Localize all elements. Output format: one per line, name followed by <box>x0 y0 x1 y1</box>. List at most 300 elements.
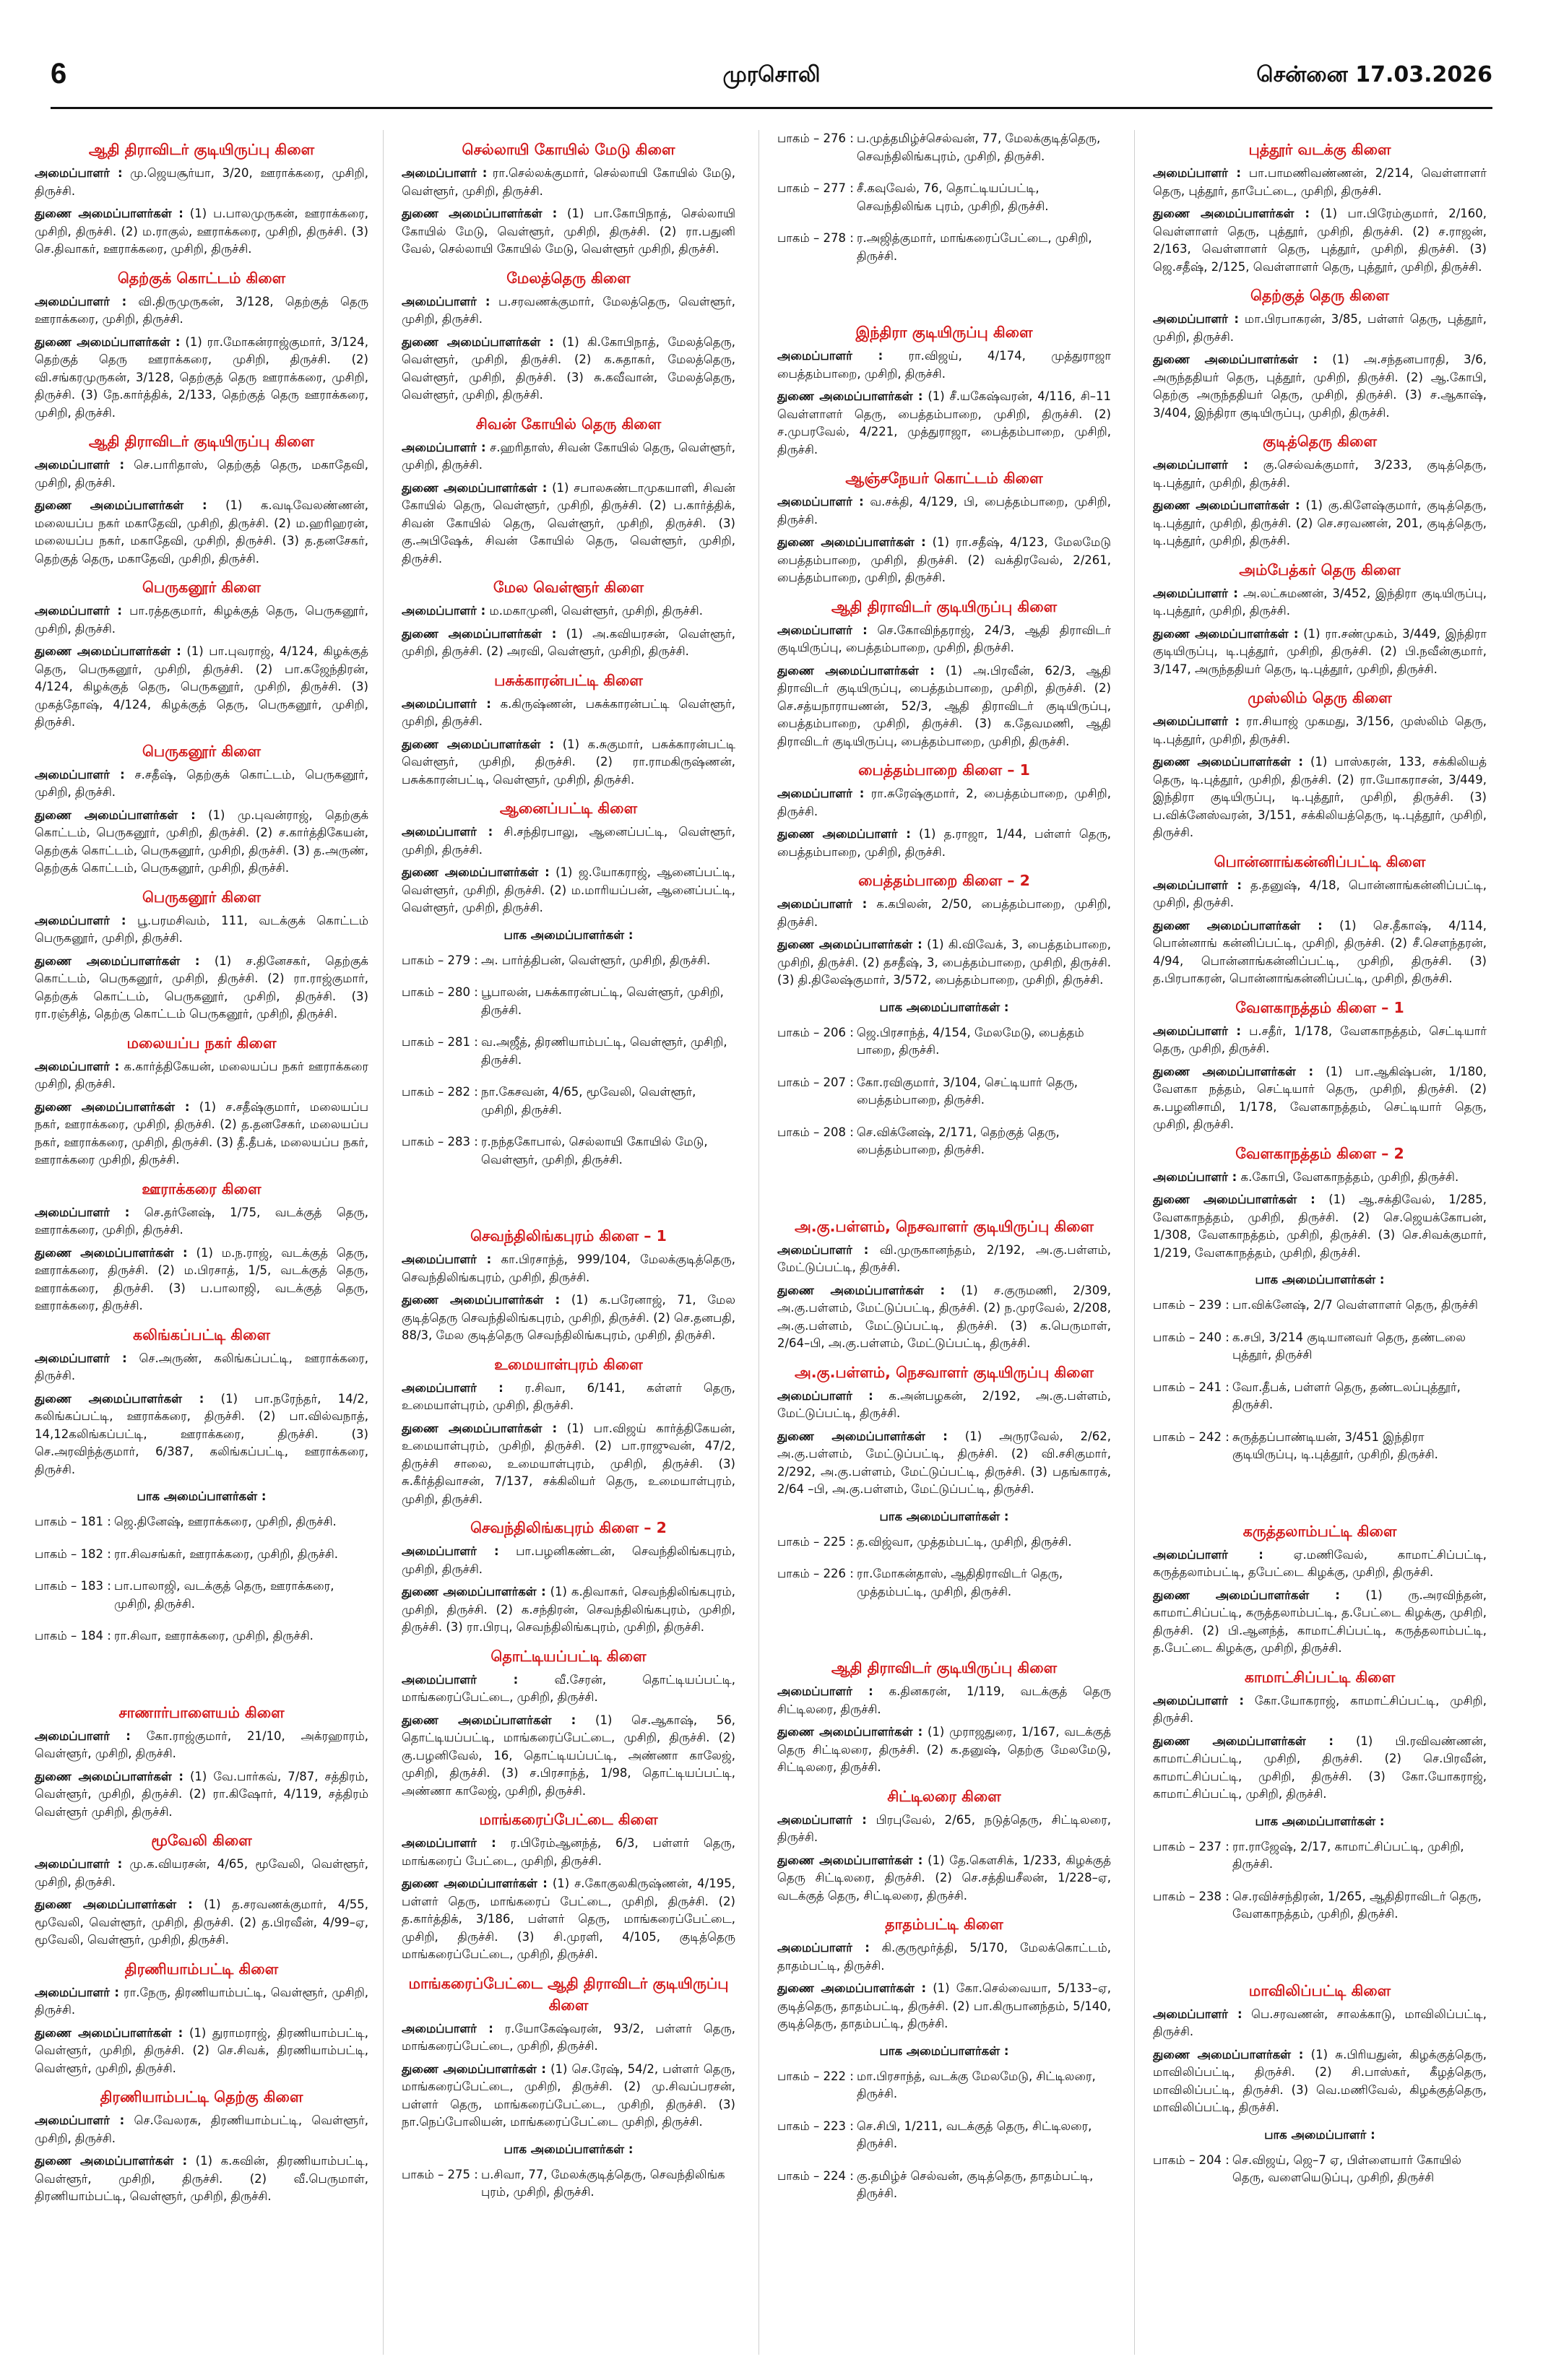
member-entry <box>35 1856 368 1891</box>
branch-heading: சாணார்பாளையம் கிளை <box>118 1703 285 1721</box>
role-label: துணை அமைப்பாளர்கள் : <box>1153 1193 1315 1206</box>
branch-heading: செவந்திலிங்கபுரம் கிளை – 1 <box>470 1227 667 1245</box>
member-details: வீ.சேரன், தொட்டியப்பட்டி, மாங்கரைப்பேட்டை, முசிறி, திருச்சி. <box>402 1672 735 1704</box>
member-entry <box>1153 456 1487 492</box>
role-label: அமைப்பாளர் : <box>35 1985 120 1999</box>
member-details: த.தனுஷ், 4/18, பொன்னாங்கன்னிப்பட்டி, முசிறி, திருச்சி. <box>1153 878 1487 909</box>
booth-number: பாகம் – 226 : <box>777 1567 854 1580</box>
member-entry <box>1153 1023 1487 1058</box>
role-label: அமைப்பாளர் : <box>777 1941 870 1955</box>
booth-entry <box>777 2168 1111 2203</box>
booth-details: த.விஜ்வா, முத்தம்பட்டி, முசிறி, திருச்சி. <box>857 1534 1072 1549</box>
role-label: துணை அமைப்பாளர்கள் : <box>1153 755 1303 769</box>
booth-details: சுருத்தப்பாண்டியன், 3/451 இந்திரா குடியிருப்பு, டி.புத்தூர், முசிறி, திருச்சி. <box>1232 1429 1438 1461</box>
booth-number: பாகம் – 184 : <box>35 1629 111 1643</box>
member-details: அ.லட்சுமணன், 3/452, இந்திரா குடியிருப்பு, டி.புத்தூர், முசிறி, திருச்சி. <box>1153 586 1487 618</box>
role-label: துணை அமைப்பாளர்கள் : <box>777 938 922 951</box>
member-entry <box>35 766 368 802</box>
member-details: (1) ம.ந.ராஜ், வடக்குத் தெரு, ஊராக்கரை, திருச்சி. (2) ம.பிரசாத், 1/5, வடக்குத் தெரு, ஊராக்கரை, திருச்சி. (3) ப.பாலாஜி, வடக்குத் தெரு, ஊராக்கரை, திருச்சி. <box>35 1245 368 1312</box>
booth-number: பாகம் – 280 : <box>402 985 478 999</box>
role-label: துணை அமைப்பாளர்கள் : <box>35 808 196 822</box>
member-entry <box>35 2112 368 2147</box>
member-entry <box>35 293 368 329</box>
role-label: அமைப்பாளர் : <box>1153 1693 1244 1708</box>
member-details: (1) ரா.சண்முகம், 3/449, இந்திரா குடியிருப்பு, டி.புத்தூர், முசிறி, திருச்சி. (2) பி.நவீன்குமார், 3/147, அருந்ததியர் தெரு, டி.புத்தூர், முசிறி, திருச்சி. <box>1153 626 1487 676</box>
role-label: துணை அமைப்பாளர்கள் : <box>402 207 558 220</box>
booth-entry <box>402 952 735 970</box>
member-details: (1) செ.ரேஷ், 54/2, பள்ளர் தெரு, மாங்கரைப்பேட்டை, முசிறி, திருச்சி. (2) மு.சிவப்பரசன், பள்ளர் தெரு, மாங்கரைப்பேட்டை, முசிறி, திருச்சி. (3) நா.நெப்போலியன், மாங்கரைப்பேட்டை முசிறி, திருச்சி. <box>402 2061 735 2129</box>
role-label: துணை அமைப்பாளர்கள் : <box>1153 2047 1304 2061</box>
booth-details: செ.விக்னேஷ், 2/171, தெற்குத் தெரு, பைத்தம்பாறை, திருச்சி. <box>857 1125 1060 1156</box>
member-entry <box>1153 2006 1487 2041</box>
section-gap <box>777 1174 1111 1207</box>
booth-number: பாகம் – 224 : <box>777 2168 854 2183</box>
member-entry <box>35 165 368 200</box>
member-entry <box>777 1242 1111 1277</box>
member-entry <box>402 1291 735 1345</box>
member-entry <box>35 334 368 423</box>
member-details: கோ.ராஜ்குமார், 21/10, அக்ரஹாரம், வெள்ளூர், முசிறி, திருச்சி. <box>35 1728 368 1760</box>
member-details: (1) பா.புவராஜ், 4/124, கிழக்குத் தெரு, பெருகனூர், முசிறி, திருச்சி. (2) பா.கஜேந்திரன், 4/124, கிழக்குத் தெரு, பெருகனூர், முசிறி, திருச்சி. (3) முகத்தோஷ், 4/124, கிழக்குத் தெரு, பெருகனூர், முசிறி, திருச்சி. <box>35 644 368 729</box>
member-entry <box>402 2020 735 2056</box>
member-entry <box>35 953 368 1024</box>
branch-heading: பெருகனூர் கிளை <box>142 888 262 906</box>
member-entry <box>777 1428 1111 1499</box>
section-gap <box>402 1183 735 1216</box>
branch-heading: பசுக்காரன்பட்டி கிளை <box>494 671 643 689</box>
booth-entry <box>35 1546 368 1564</box>
member-details: (1) கி.கோபிநாத், மேலத்தெரு, வெள்ளூர், முசிறி, திருச்சி. (2) க.சுதாகர், மேலத்தெரு, வெள்ளூர், முசிறி, திருச்சி. (3) சு.கவீவான், மேலத்தெரு, வெள்ளூர், முசிறி, திருச்சி. <box>402 334 735 402</box>
sub-heading: பாக அமைப்பாளர்கள் : <box>879 1509 1009 1523</box>
member-details: (1) த.ராஜா, 1/44, பள்ளர் தெரு, பைத்தம்பாறை, முசிறி, திருச்சி. <box>777 827 1111 859</box>
booth-details: மா.பிரசாந்த், வடக்கு மேலமேடு, சிட்டிலரை, திருச்சி. <box>857 2069 1096 2100</box>
member-details: (1) தே.கௌசிக், 1/233, கிழக்குத் தெரு சிட்டிலரை, திருச்சி. (2) செ.சத்தியசீலன், 1/228–ஏ, வடக்குத் தெரு, சிட்டிலரை, திருச்சி. <box>777 1853 1111 1903</box>
member-details: (1) துராமராஜ், திரணியாம்பட்டி, வெள்ளூர், முசிறி, திருச்சி. (2) செ.சிவக், திரணியாம்பட்டி, வெள்ளூர், முசிறி, திருச்சி. <box>35 2025 368 2075</box>
booth-number: பாகம் – 222 : <box>777 2069 854 2083</box>
booth-number: பாகம் – 283 : <box>402 1135 478 1148</box>
booth-number: பாகம் – 225 : <box>777 1534 854 1549</box>
role-label: அமைப்பாளர் : <box>777 897 868 911</box>
member-details: (1) ச.குருமணி, 2/309, அ.கு.பள்ளம், மேட்டுப்பட்டி, திருச்சி. (2) ந.முரவேல், 2/208, அ.கு.பள்ளம், மேட்டுப்பட்டி, திருச்சி. (3) க.பெருமாள், 2/64–பி, அ.கு.பள்ளம், மேட்டுப்பட்டி, திருச்சி. <box>777 1283 1111 1350</box>
member-details: செ.வேலரசு, திரணியாம்பட்டி, வெள்ளூர், முசிறி, திருச்சி. <box>35 2113 368 2145</box>
branch-heading: மூவேலி கிளை <box>151 1832 252 1849</box>
role-label: துணை அமைப்பாளர்கள் : <box>777 663 935 678</box>
role-label: அமைப்பாளர் : <box>35 1059 120 1073</box>
role-label: துணை அமைப்பாளர்கள் : <box>777 1981 927 1995</box>
booth-number: பாகம் – 204 : <box>1153 2152 1229 2167</box>
member-details: பிரபுவேல், 2/65, நடுத்தெரு, சிட்டிலரை, திருச்சி. <box>777 1812 1111 1844</box>
role-label: துணை அமைப்பாளர்கள் : <box>35 644 181 658</box>
member-entry <box>1153 2046 1487 2117</box>
role-label: துணை அமைப்பாளர்கள் : <box>35 1897 193 1911</box>
member-entry <box>402 696 735 731</box>
member-entry <box>777 1980 1111 2033</box>
booth-number: பாகம் – 282 : <box>402 1085 478 1099</box>
booth-entry <box>35 1578 368 1613</box>
member-details: செ.பாரிதாஸ், தெற்குத் தெரு, மகாதேவி, முசிறி, திருச்சி. <box>35 458 368 490</box>
booth-number: பாகம் – 242 : <box>1153 1429 1229 1444</box>
branch-heading: வேளகாநத்தம் கிளை – 2 <box>1235 1144 1404 1162</box>
member-entry <box>1153 877 1487 912</box>
booth-details: பா.விக்னேஷ், 2/7 வெள்ளாளர் தெரு, திருச்சி <box>1232 1298 1478 1312</box>
member-details: கா.பிரசாந்த், 999/104, மேலக்குடித்தெரு, செவந்திலிங்கபுரம், முசிறி, திருச்சி. <box>402 1252 735 1284</box>
member-details: மா.பிரபாகரன், 3/85, பள்ளர் தெரு, புத்தூர், முசிறி, திருச்சி. <box>1153 312 1487 344</box>
sub-heading: பாக அமைப்பாளர்கள் : <box>1255 1273 1385 1286</box>
booth-entry <box>402 1083 735 1119</box>
member-details: (1) அ.சந்தனபாரதி, 3/6, அருந்ததியர் தெரு, புத்தூர், முசிறி, திருச்சி. (2) ஆ.கோபி, தெற்கு அருந்ததியர் தெரு, முசிறி, திருச்சி. (3) ச.ஆகாஷ், 3/404, இந்திரா குடியிருப்பு, முசிறி, திருச்சி. <box>1153 352 1487 420</box>
booth-number: பாகம் – 207 : <box>777 1075 854 1089</box>
booth-entry <box>1153 1838 1487 1874</box>
member-details: செ.கோவிந்தராஜ், 24/3, ஆதி திராவிடர் குடியிருப்பு, பைத்தம்பாறை, முசிறி, திருச்சி. <box>777 623 1111 654</box>
member-details: (1) முராஜதுரை, 1/167, வடக்குத் தெரு சிட்டிலரை, திருச்சி. (2) க.தனுஷ், தெற்கு மேலமேடு, சிட்டிலரை, திருச்சி. <box>777 1725 1111 1774</box>
booth-entry <box>1153 1297 1487 1315</box>
member-details: கு.செல்வக்குமார், 3/233, குடித்தெரு, டி.புத்தூர், முசிறி, திருச்சி. <box>1153 458 1487 490</box>
role-label: அமைப்பாளர் : <box>777 1812 867 1827</box>
member-entry <box>1153 497 1487 550</box>
member-entry <box>777 1852 1111 1905</box>
member-details: (1) க.சுகுமார், பசுக்காரன்பட்டி வெள்ளூர், முசிறி, திருச்சி. (2) ரா.ராமகிருஷ்ணன், பசுக்காரன்பட்டி, வெள்ளூர், முசிறி, திருச்சி. <box>402 737 735 787</box>
member-entry <box>777 1939 1111 1975</box>
member-details: மு.க.வியரசன், 4/65, மூவேலி, வெள்ளூர், முசிறி, திருச்சி. <box>35 1857 368 1889</box>
member-details: (1) பா.நரேந்தர், 14/2, கலிங்கப்பட்டி, ஊராக்கரை, திருச்சி. (2) பா.வில்வநாத், 14,12கலிங்கப்பட்டி, ஊராக்கரை, திருச்சி. (3) செ.அரவிந்த்குமார், 6/387, கலிங்கப்பட்டி, ஊராக்கரை, திருச்சி. <box>35 1391 368 1476</box>
branch-heading: மேல வெள்ளூர் கிளை <box>493 579 644 596</box>
booth-number: பாகம் – 238 : <box>1153 1889 1229 1903</box>
sub-heading: பாக அமைப்பாளர்கள் : <box>137 1489 267 1503</box>
member-entry <box>402 1712 735 1801</box>
booth-entry <box>402 1133 735 1169</box>
section-gap <box>777 280 1111 313</box>
branch-heading: தெற்குத் தெரு கிளை <box>1250 287 1389 304</box>
booth-number: பாகம் – 183 : <box>35 1579 111 1593</box>
member-entry <box>777 493 1111 529</box>
member-entry <box>35 1245 368 1315</box>
member-entry <box>402 2061 735 2132</box>
branch-heading: மாவிலிப்பட்டி கிளை <box>1248 1981 1391 1999</box>
member-entry <box>777 1812 1111 1847</box>
role-label: அமைப்பாளர் : <box>1153 1169 1237 1184</box>
member-entry <box>402 439 735 475</box>
branch-heading: பொன்னாங்கன்னிப்பட்டி கிளை <box>1214 852 1426 870</box>
role-label: துணை அமைப்பாளர்கள் : <box>35 207 183 220</box>
member-details: (1) சபாலசுண்டாமுகயாளி, சிவன் கோயில் தெரு, வெள்ளூர், முசிறி, திருச்சி. (2) ப.கார்த்திக், சிவன் கோயில் தெரு, வெள்ளூர், முசிறி, திருச்சி. (3) கு.அபிஷேக், சிவன் கோயில் தெரு, வெள்ளூர், முசிறி, திருச்சி. <box>402 480 735 566</box>
member-details: (1) செ.தீகாஷ், 4/114, பொன்னாங் கன்னிப்பட்டி, முசிறி, திருச்சி. (2) சீ.சௌந்தரன், 4/94, பொன்னாங்கன்னிப்பட்டி, முசிறி, திருச்சி. (3) த.பிரபாகரன், பொன்னாங்கன்னிப்பட்டி, முசிறி, திருச்சி. <box>1153 918 1487 985</box>
member-details: ரா.நேரு, திரணியாம்பட்டி, வெள்ளூர், முசிறி, திருச்சி. <box>35 1985 368 2017</box>
booth-number: பாகம் – 237 : <box>1153 1839 1229 1853</box>
member-entry <box>402 1380 735 1415</box>
member-details: க.கபிலன், 2/50, பைத்தம்பாறை, முசிறி, திருச்சி. <box>777 897 1111 929</box>
member-entry <box>402 480 735 568</box>
member-entry <box>402 626 735 661</box>
role-label: அமைப்பாளர் : <box>35 1857 123 1871</box>
member-details: க.தினகரன், 1/119, வடக்குத் தெரு சிட்டிலரை, திருச்சி. <box>777 1684 1111 1716</box>
member-entry <box>1153 1692 1487 1728</box>
sub-heading: பாக அமைப்பாளர்கள் : <box>879 2043 1009 2058</box>
role-label: அமைப்பாளர் : <box>777 1242 869 1257</box>
member-entry <box>1153 753 1487 842</box>
branch-heading: செவந்திலிங்கபுரம் கிளை – 2 <box>470 1519 667 1536</box>
role-label: அமைப்பாளர் : <box>777 787 865 800</box>
booth-entry <box>777 2068 1111 2103</box>
member-details: (1) ச.சதீஷ்குமார், மலையப்ப நகர், ஊராக்கரை, முசிறி, திருச்சி. (2) த.தனசேகர், மலையப்ப நகர், ஊராக்கரை, முசிறி, திருச்சி. (3) தீ.தீபக், மலையப்ப நகர், ஊராக்கரை முசிறி, திருச்சி. <box>35 1099 368 1167</box>
column-3 <box>777 130 1111 2355</box>
member-details: (1) அ.பிரவீன், 62/3, ஆதி திராவிடர் குடியிருப்பு, பைத்தம்பாறை, முசிறி, திருச்சி. (2) செ.சத்யநாராயணன், 52/3, ஆதி திராவிடர் குடியிருப்பு, பைத்தம்பாறை, முசிறி, திருச்சி. (3) க.தேவமணி, ஆதி திராவிடர் குடியிருப்பு, பைத்தம்பாறை, முசிறி, திருச்சி. <box>777 663 1111 748</box>
role-label: துணை அமைப்பாளர்கள் : <box>35 1391 204 1406</box>
member-details: (1) ச.கோகுலகிருஷ்ணன், 4/195, பள்ளர் தெரு, மாங்கரைப் பேட்டை, முசிறி, திருச்சி. (2) த.கார்த்திக், 3/186, பள்ளர் தெரு, மாங்கரைப்பேட்டை, முசிறி, திருச்சி. (3) சி.முரளி, 4/105, குடித்தெரு மாங்கரைப்பேட்டை, முசிறி, திருச்சி. <box>402 1877 735 1961</box>
role-label: துணை அமைப்பாளர்கள் : <box>1153 1588 1340 1602</box>
branch-heading: காமாட்சிப்பட்டி கிளை <box>1244 1668 1396 1686</box>
role-label: அமைப்பாளர் : <box>402 440 486 454</box>
booth-details: செ.ரவிச்சந்திரன், 1/265, ஆதிதிராவிடர் தெரு, வேளகாநத்தம், முசிறி, திருச்சி. <box>1232 1889 1482 1921</box>
branch-heading: கலிங்கப்பட்டி கிளை <box>132 1325 271 1343</box>
member-entry <box>777 622 1111 657</box>
member-entry <box>1153 917 1487 988</box>
member-details: சி.சந்திரபாலு, ஆனைப்பட்டி, வெள்ளூர், முசிறி, திருச்சி. <box>402 825 735 857</box>
member-details: (1) ச.தினேசகர், தெற்குக் கொட்டம், பெருகனூர், முசிறி, திருச்சி. (2) ரா.ராஜ்குமார், தெற்குக் கொட்டம், பெருகனூர், முசிறி, திருச்சி. (3) ரா.ரஞ்சித், தெற்கு கொட்டம் பெருகனூர், முசிறி, திருச்சி. <box>35 953 368 1021</box>
member-details: வி.முருகானந்தம், 2/192, அ.கு.பள்ளம், மேட்டுப்பட்டி, திருச்சி. <box>777 1242 1111 1274</box>
member-details: (1) க.திவாகர், செவந்திலிங்கபுரம், முசிறி, திருச்சி. (2) க.சந்திரன், செவந்திலிங்கபுரம், முசிறி, திருச்சி. (3) ரா.பிரபு, செவந்திலிங்கபுரம், முசிறி, திருச்சி. <box>402 1585 735 1634</box>
branch-heading: பெருகனூர் கிளை <box>142 579 262 596</box>
member-entry <box>35 456 368 492</box>
member-entry <box>402 1543 735 1578</box>
member-entry <box>35 912 368 948</box>
column-divider <box>1134 130 1135 2355</box>
branch-heading: உமையாள்புரம் கிளை <box>494 1355 643 1373</box>
role-label: அமைப்பாளர் : <box>1153 878 1242 892</box>
role-label: துணை அமைப்பாளர்கள் : <box>35 334 181 349</box>
branch-heading: அம்பேத்கர் தெரு கிளை <box>1239 561 1401 579</box>
member-entry <box>402 1671 735 1707</box>
booth-entry <box>402 1034 735 1069</box>
role-label: துணை அமைப்பாளர்கள் : <box>402 1585 546 1598</box>
booth-details: ர.நந்தகோபால், செல்லாயி கோயில் மேடு, வெள்ளூர், முசிறி, திருச்சி. <box>481 1135 708 1167</box>
role-label: அமைப்பாளர் : <box>1153 2007 1242 2021</box>
role-label: துணை அமைப்பாளர்கள் : <box>35 2154 188 2168</box>
member-details: பெ.சரவணன், சாலக்காடு, மாவிலிப்பட்டி, திருச்சி. <box>1153 2007 1487 2038</box>
sub-heading: பாக அமைப்பாளர்கள் : <box>1255 1814 1385 1828</box>
member-details: கோ.யோகராஜ், காமாட்சிப்பட்டி, முசிறி, திருச்சி. <box>1153 1693 1487 1725</box>
member-entry <box>1153 626 1487 679</box>
booth-entry <box>1153 1329 1487 1364</box>
member-details: ரா.விஜய், 4/174, முத்துராஜா பைத்தம்பாறை, முசிறி, திருச்சி. <box>777 349 1111 381</box>
member-entry <box>402 823 735 859</box>
branch-heading: தாதம்பட்டி கிளை <box>885 1916 1003 1933</box>
member-entry <box>1153 311 1487 346</box>
branch-heading: ஆஞ்சநேயர் கொட்டம் கிளை <box>845 469 1043 487</box>
member-entry <box>1153 1587 1487 1658</box>
section-gap <box>35 1660 368 1693</box>
role-label: துணை அமைப்பாளர்கள் : <box>35 2025 183 2040</box>
booth-details: சீ.கவுவேல், 76, தொட்டியப்பட்டி, செவந்திலிங்க புரம், முசிறி, திருச்சி. <box>857 181 1049 213</box>
role-label: அமைப்பாளர் : <box>402 1380 503 1395</box>
branch-heading: மாங்கரைப்பேட்டை கிளை <box>479 1811 658 1828</box>
booth-entry <box>777 1024 1111 1060</box>
member-entry <box>402 334 735 404</box>
member-entry <box>402 1835 735 1870</box>
member-entry <box>402 1420 735 1509</box>
member-entry <box>1153 1191 1487 1262</box>
member-entry <box>402 736 735 789</box>
member-details: (1) ரு.அரவிந்தன், காமாட்சிப்பட்டி, கருத்தலாம்பட்டி, த.பேட்டை கிழக்கு, முசிறி, திருச்சி. (2) பி.ஆனந்த், காமாட்சிப்பட்டி, கருத்தலாம்பட்டி, த.பேட்டை கிழக்கு, முசிறி, திருச்சி. <box>1153 1588 1487 1655</box>
member-details: பா.பழனிகண்டன், செவந்திலிங்கபுரம், முசிறி, திருச்சி. <box>402 1544 735 1576</box>
member-entry <box>777 785 1111 821</box>
member-details: பூ.பரமசிவம், 111, வடக்குக் கொட்டம் பெருகனூர், முசிறி, திருச்சி. <box>35 913 368 945</box>
booth-entry <box>1153 1888 1487 1924</box>
masthead <box>51 58 1492 101</box>
member-entry <box>35 1350 368 1385</box>
booth-number: பாகம் – 276 : <box>777 131 854 145</box>
role-label: துணை அமைப்பாளர்கள் : <box>402 1421 558 1435</box>
member-details: கி.குருமூர்த்தி, 5/170, மேலக்கொட்டம், தாதம்பட்டி, திருச்சி. <box>777 1941 1111 1973</box>
booth-details: ரா.சிவா, ஊராக்கரை, முசிறி, திருச்சி. <box>114 1629 314 1643</box>
branch-heading: இந்திரா குடியிருப்பு கிளை <box>855 324 1033 341</box>
role-label: துணை அமைப்பாளர்கள் : <box>402 2061 547 2076</box>
role-label: அமைப்பாளர் : <box>777 1684 873 1698</box>
booth-number: பாகம் – 281 : <box>402 1035 478 1049</box>
booth-number: பாகம் – 206 : <box>777 1025 854 1039</box>
member-entry <box>1153 205 1487 276</box>
role-label: துணை அமைப்பாளர்கள் : <box>402 626 557 641</box>
role-label: அமைப்பாளர் : <box>777 1388 873 1403</box>
member-entry <box>402 205 735 259</box>
member-entry <box>1153 1063 1487 1134</box>
role-label: துணை அமைப்பாளர்கள் : <box>35 953 200 968</box>
member-entry <box>402 165 735 200</box>
role-label: துணை அமைப்பாளர் : <box>777 827 911 841</box>
booth-entry <box>1153 1379 1487 1414</box>
member-details: ரா.சுரேஷ்குமார், 2, பைத்தம்பாறை, முசிறி, திருச்சி. <box>777 787 1111 818</box>
branch-heading: முஸ்லிம் தெரு கிளை <box>1248 689 1392 706</box>
role-label: அமைப்பாளர் : <box>1153 1024 1242 1038</box>
role-label: அமைப்பாளர் : <box>402 294 490 308</box>
booth-number: பாகம் – 181 : <box>35 1515 111 1528</box>
member-details: க.அன்பழகன், 2/192, அ.கு.பள்ளம், மேட்டுப்பட்டி, திருச்சி. <box>777 1388 1111 1420</box>
role-label: துணை அமைப்பாளர்கள் : <box>777 1725 923 1739</box>
booth-details: செ.சிபி, 1/211, வடக்குத் தெரு, சிட்டிலரை, திருச்சி. <box>857 2119 1092 2150</box>
role-label: அமைப்பாளர் : <box>1153 312 1239 326</box>
member-entry <box>1153 1733 1487 1804</box>
role-label: அமைப்பாளர் : <box>35 913 126 927</box>
branch-heading: ஆதி திராவிடர் குடியிருப்பு கிளை <box>831 597 1058 615</box>
member-entry <box>777 936 1111 990</box>
role-label: அமைப்பாளர் : <box>35 604 123 618</box>
member-entry <box>777 1388 1111 1423</box>
member-entry <box>35 205 368 259</box>
branch-heading: சிவன் கோயில் தெரு கிளை <box>475 415 662 433</box>
member-entry <box>35 2152 368 2206</box>
role-label: அமைப்பாளர் : <box>402 825 493 839</box>
role-label: துணை அமைப்பாளர்கள் : <box>777 1429 948 1443</box>
role-label: துணை அமைப்பாளர்கள் : <box>1153 207 1310 220</box>
role-label: துணை அமைப்பாளர்கள் : <box>1153 352 1318 366</box>
booth-entry <box>35 1627 368 1645</box>
member-details: ர.யோகேஷ்வரன், 93/2, பள்ளர் தெரு, மாங்கரைப்பேட்டை, முசிறி, திருச்சி. <box>402 2021 735 2053</box>
role-label: அமைப்பாளர் : <box>1153 714 1240 728</box>
member-details: க.கோபி, வேளகாநத்தம், முசிறி, திருச்சி. <box>1240 1169 1459 1184</box>
role-label: துணை அமைப்பாளர்கள் : <box>402 865 550 879</box>
column-2 <box>402 130 735 2355</box>
member-entry <box>35 1058 368 1094</box>
member-entry <box>35 643 368 732</box>
member-entry <box>1153 1546 1487 1582</box>
member-entry <box>777 388 1111 459</box>
role-label: துணை அமைப்பாளர்கள் : <box>35 498 207 512</box>
booth-details: கு.தமிழ்ச் செல்வன், குடித்தெரு, தாதம்பட்டி, திருச்சி. <box>857 2168 1094 2200</box>
role-label: அமைப்பாளர் : <box>402 1252 492 1266</box>
booth-details: வோ.தீபக், பள்ளர் தெரு, தண்டலப்புத்தூர், திருச்சி. <box>1232 1380 1461 1411</box>
member-entry <box>35 1896 368 1950</box>
booth-details: அ. பார்த்திபன், வெள்ளூர், முசிறி, திருச்சி. <box>481 953 711 967</box>
branch-heading: மலையப்ப நகர் கிளை <box>126 1034 277 1052</box>
role-label: அமைப்பாளர் : <box>777 623 868 637</box>
member-details: (1) அருரவேல், 2/62, அ.கு.பள்ளம், மேட்டுப்பட்டி, திருச்சி. (2) வி.சசிகுமார், 2/292, அ.கு.பள்ளம், மேட்டுப்பட்டி, திருச்சி. (3) பதங்காரக், 2/64 –பி, அ.கு.பள்ளம், மேட்டுப்பட்டி, திருச்சி. <box>777 1429 1111 1496</box>
member-entry <box>35 2025 368 2078</box>
role-label: அமைப்பாளர் : <box>402 1836 496 1850</box>
newspaper-name: முரசொலி <box>722 62 821 87</box>
member-entry <box>777 1683 1111 1718</box>
booth-entry <box>777 1533 1111 1552</box>
booth-details: பூபாலன், பசுக்காரன்பட்டி, வெள்ளூர், முசிறி, திருச்சி. <box>481 985 724 1017</box>
role-label: துணை அமைப்பாளர்கள் : <box>35 1245 188 1260</box>
role-label: அமைப்பாளர் : <box>1153 586 1238 600</box>
role-label: அமைப்பாளர் : <box>402 604 486 618</box>
member-entry <box>1153 585 1487 620</box>
branch-heading: மேலத்தெரு கிளை <box>506 269 631 287</box>
column-1 <box>35 130 368 2355</box>
member-details: (1) பா.விஜய் கார்த்திகேயன், உமையாள்புரம், முசிறி, திருச்சி. (2) பா.ராஜுவன், 47/2, திருச்சி சாலை, உமையாள்புரம், முசிறி, திருச்சி. (3) சு.கீர்த்திவாசன், 7/137, சக்கிலியர் தெரு, உமையாள்புரம், முசிறி, திருச்சி. <box>402 1421 735 1506</box>
column-divider <box>383 130 384 2355</box>
page-number: 6 <box>51 58 67 90</box>
member-entry <box>777 896 1111 931</box>
member-entry <box>1153 165 1487 200</box>
member-details: (1) சு.பிரியதுன், கிழக்குத்தெரு, மாவிலிப்பட்டி, திருச்சி. (2) சி.பாஸ்கர், கீழத்தெரு, மாவிலிப்பட்டி, திருச்சி. (3) வெ.மணிவேல், கிழக்குத்தெரு, மாவிலிப்பட்டி, திருச்சி. <box>1153 2047 1487 2114</box>
member-entry <box>1153 1169 1487 1187</box>
member-details: க.கார்த்திகேயன், மலையப்ப நகர் ஊராக்கரை முசிறி, திருச்சி. <box>35 1059 368 1091</box>
member-entry <box>35 497 368 568</box>
member-entry <box>35 1099 368 1169</box>
role-label: துணை அமைப்பாளர்கள் : <box>1153 1734 1334 1748</box>
member-details: (1) ரா.மோகன்ராஜ்குமார், 3/124, தெற்குத் தெரு ஊராக்கரை, முசிறி, திருச்சி. (2) வி.சங்கரமுருகன், 3/128, தெற்குத் தெரு ஊராக்கரை, முசிறி, திருச்சி. (3) நே.கார்த்திக், 2/133, தெற்குத் தெரு ஊராக்கரை, முசிறி, திருச்சி. <box>35 334 368 420</box>
branch-heading: ஊராக்கரை கிளை <box>142 1180 262 1198</box>
member-entry <box>777 662 1111 751</box>
booth-details: செ.விஜய், ஜெ–7 ஏ, பிள்ளையார் கோயில் தெரு, வளையெடுப்பு, முசிறி, திருச்சி <box>1232 2152 1461 2184</box>
dateline: சென்னை 17.03.2026 <box>1256 62 1492 87</box>
booth-number: பாகம் – 277 : <box>777 181 854 195</box>
booth-number: பாகம் – 240 : <box>1153 1330 1229 1344</box>
member-details: (1) கு.கிளேஷ்குமார், குடித்தெரு, டி.புத்தூர், முசிறி, திருச்சி. (2) செ.சரவணன், 201, குடித்தெரு, டி.புத்தூர், முசிறி, திருச்சி. <box>1153 498 1487 548</box>
role-label: அமைப்பாளர் : <box>35 767 125 782</box>
booth-details: ப.சிவா, 77, மேலக்குடித்தெரு, செவந்திலிங்க புரம், முசிறி, திருச்சி. <box>481 2167 725 2199</box>
role-label: அமைப்பாளர் : <box>1153 1547 1263 1562</box>
member-entry <box>35 602 368 638</box>
booth-number: பாகம் – 182 : <box>35 1546 111 1561</box>
role-label: துணை அமைப்பாளர்கள் : <box>402 1877 548 1890</box>
member-details: ர.பிரேம்ஆனந்த், 6/3, பள்ளர் தெரு, மாங்கரைப் பேட்டை, முசிறி, திருச்சி. <box>402 1836 735 1868</box>
role-label: அமைப்பாளர் : <box>402 696 491 711</box>
role-label: துணை அமைப்பாளர்கள் : <box>402 1713 576 1727</box>
member-details: செ.அருண், கலிங்கப்பட்டி, ஊராக்கரை, திருச்சி. <box>35 1351 368 1382</box>
member-details: (1) வே.பார்கவ், 7/87, சத்திரம், வெள்ளூர், முசிறி, திருச்சி. (2) ரா.கிஷோர், 4/119, சத்திரம் வெள்ளூர் முசிறி, திருச்சி. <box>35 1769 368 1819</box>
member-details: (1) பி.ரவிவண்ணன், காமாட்சிப்பட்டி, முசிறி, திருச்சி. (2) செ.பிரவீன், காமாட்சிப்பட்டி, முசிறி, திருச்சி. (3) கோ.யோகராஜ், காமாட்சிப்பட்டி, முசிறி, திருச்சி. <box>1153 1734 1487 1801</box>
role-label: அமைப்பாளர் : <box>777 495 864 509</box>
member-entry <box>35 1728 368 1763</box>
member-details: (1) அ.கவியரசன், வெள்ளூர், முசிறி, திருச்சி. (2) அரவி, வெள்ளூர், முசிறி, திருச்சி. <box>402 626 735 658</box>
booth-number: பாகம் – 275 : <box>402 2167 478 2181</box>
booth-details: ரா.ராஜேஷ், 2/17, காமாட்சிப்பட்டி, முசிறி, திருச்சி. <box>1232 1839 1464 1871</box>
member-details: ம.மகாமுனி, வெள்ளூர், முசிறி, திருச்சி. <box>489 604 703 618</box>
member-entry <box>1153 713 1487 748</box>
member-entry <box>402 864 735 917</box>
role-label: அமைப்பாளர் : <box>402 1544 499 1558</box>
